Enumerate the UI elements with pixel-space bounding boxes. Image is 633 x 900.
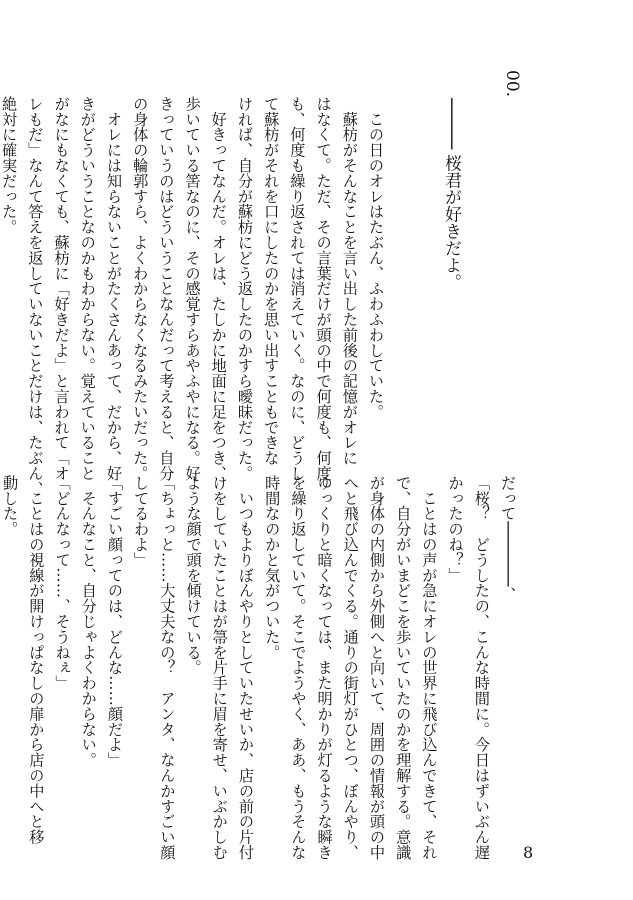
- text-line: 「すごい顔ってのは、どんな……顔だよ」: [105, 475, 124, 768]
- text-line: かったのね？」: [446, 475, 465, 583]
- text-line: ような顔で頭を傾けている。: [184, 475, 203, 676]
- text-line: ことはの声が急にオレの世界に飛び込んできて、それ: [420, 475, 439, 860]
- text-line: がなにもなくても、蘇枋に「好きだよ」と言われて「オ: [52, 96, 71, 481]
- page-number: 8: [523, 843, 534, 862]
- text-line: 「桜？ どうしたの、こんな時間に。今日はずいぶん遅: [472, 475, 491, 860]
- text-line: レもだ」なんて答えを返していないことだけは、たぶん、: [26, 96, 45, 497]
- text-line: で、自分がいまどこを歩いていたのかを理解する。意識: [394, 475, 413, 860]
- text-line: ければ、自分が蘇枋にどう返したのかすら曖昧だった。: [235, 96, 254, 481]
- text-line: 絶対に確実だった。: [0, 96, 19, 235]
- text-line: オレには知らないことがたくさんあって、だから、好: [104, 96, 123, 481]
- text-line: 「どんなって……、そうねぇ」: [53, 475, 72, 691]
- text-line: 「ちょっと……大丈夫なの？ アンタ、なんかすごい顔: [158, 475, 177, 860]
- lower-text-block: [1, 475, 521, 860]
- text-line: も、何度も繰り返されては消えていく。なのに、どうし: [288, 96, 307, 481]
- text-line: してるわよ」: [132, 475, 151, 568]
- text-line: けをしていたことはが箒を片手に眉を寄せ、いぶかしむ: [210, 475, 229, 860]
- chapter-number: 00.: [502, 70, 522, 98]
- text-line: きっていうのはどういうことなんだって考えると、自分: [157, 96, 176, 481]
- text-line: いつもよりぼんやりとしていたせいか、店の前の片付: [236, 475, 255, 860]
- text-line: 時間なのかと気がついた。: [263, 475, 282, 660]
- text-line: そんなこと、自分じゃよくわからない。: [79, 475, 98, 768]
- text-line: へと飛び込んでくる。通りの街灯がひとつ、ぼんやり、: [341, 475, 360, 860]
- text-line: 好きってなんだ。オレは、たしかに地面に足をつき、: [209, 96, 228, 481]
- text-line: だって───────、: [499, 475, 517, 603]
- text-line: きがどういうことなのかもわからない。覚えていること: [78, 96, 97, 481]
- text-line: 歩いている筈なのに、その感覚すらあやふやになる。好: [183, 96, 202, 481]
- text-line: この日のオレはたぶん、ふわふわしていた。: [367, 96, 385, 420]
- text-line: 蘇枋がそんなことを言い出した前後の記憶がオレに: [340, 96, 359, 466]
- text-line: が身体の内側から外側へと向いて、周囲の情報が頭の中: [367, 475, 386, 860]
- chapter-title: ───── 桜君が好きだよ。: [441, 98, 461, 291]
- text-line: を繰り返していて。そこでようやく、ああ、もうそんな: [289, 475, 308, 860]
- text-line: の身体の輪郭すら、よくわからなくなるみたいだった。: [131, 96, 150, 481]
- text-line: 動した。: [1, 475, 20, 537]
- text-line: て蘇枋がそれを口にしたのかを思い出すこともできな: [262, 96, 281, 466]
- text-line: ゆっくりと暗くなっては、また明かりが灯るような瞬き: [315, 475, 334, 860]
- text-line: ことはの視線が開けっぱなしの扉から店の中へと移: [27, 475, 46, 845]
- text-line: はなくて。ただ、その言葉だけが頭の中で何度も、何度: [314, 96, 333, 481]
- upper-text-block: [0, 96, 389, 497]
